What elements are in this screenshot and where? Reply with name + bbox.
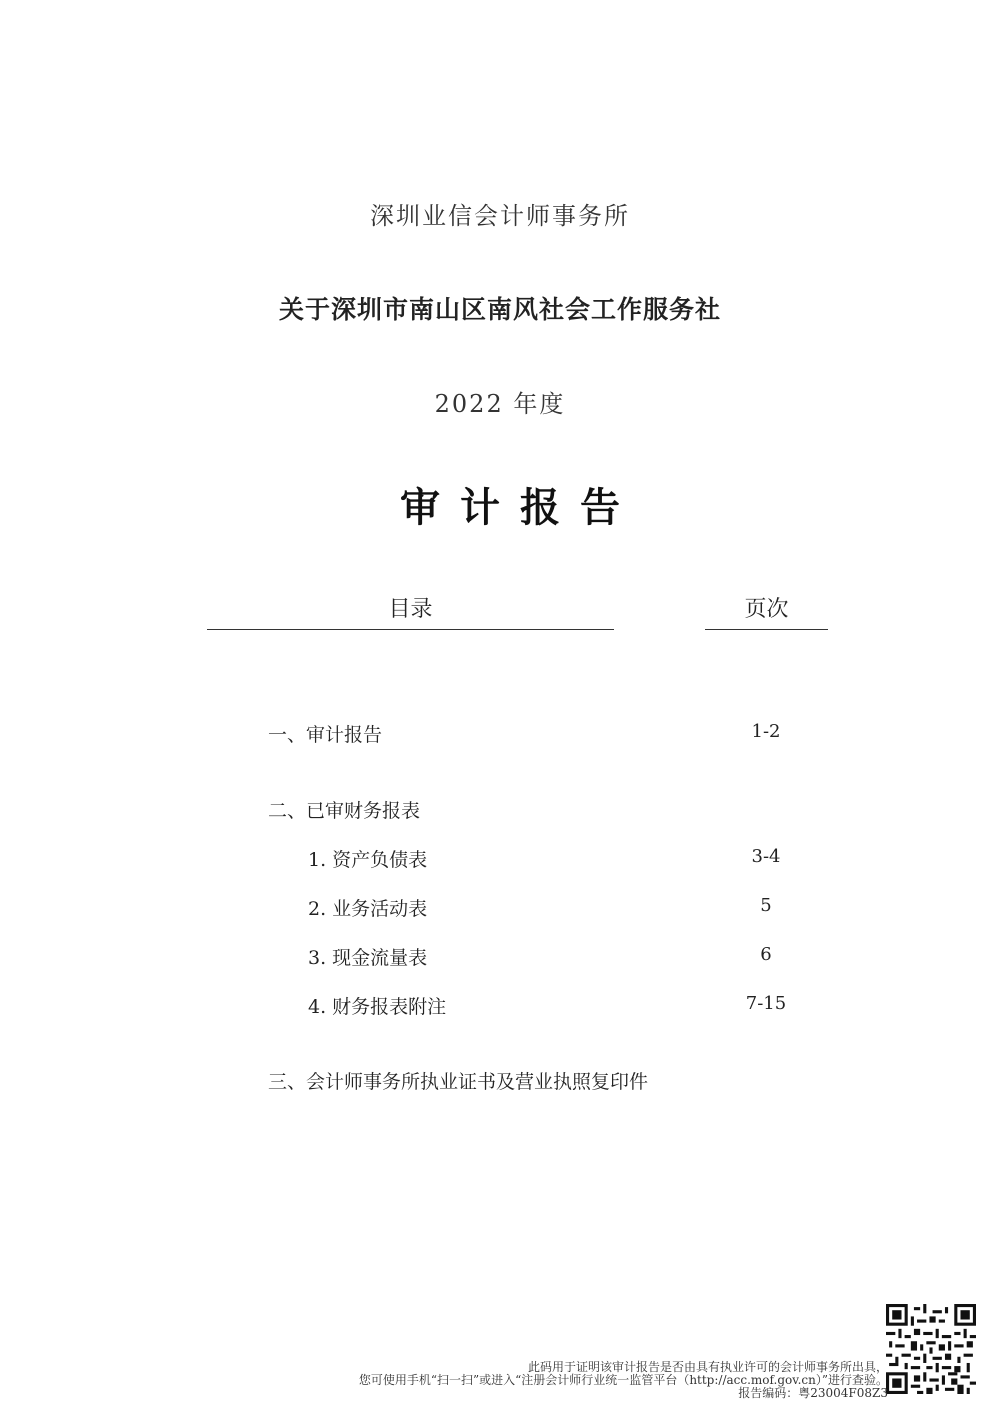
footer-verification-line1: 此码用于证明该审计报告是否由具有执业许可的会计师事务所出具， bbox=[527, 1360, 888, 1374]
toc-item-certificates: 三、会计师事务所执业证书及营业执照复印件 bbox=[268, 1071, 649, 1093]
report-title: 审计报告 bbox=[400, 484, 640, 531]
toc-item-financial-statements: 二、已审财务报表 bbox=[268, 800, 421, 822]
footer-report-code: 报告编码：粤23004F08Z3 bbox=[738, 1386, 888, 1400]
toc-page-activity-statement: 5 bbox=[760, 895, 772, 916]
toc-page-cash-flow: 6 bbox=[760, 944, 772, 965]
toc-label-header: 目录 bbox=[207, 592, 614, 630]
toc-page-audit-report: 1-2 bbox=[751, 721, 781, 742]
toc-item-audit-report: 一、审计报告 bbox=[268, 724, 383, 746]
footer-verification-line2: 您可使用手机“扫一扫”或进入“注册会计师行业统一监管平台（http://acc.mof.gov.cn）”进行查验。 bbox=[358, 1373, 888, 1387]
qr-code-icon bbox=[886, 1304, 976, 1394]
report-subject: 关于深圳市南山区南风社会工作服务社 bbox=[278, 295, 721, 324]
report-year: 2022 年度 bbox=[434, 390, 566, 418]
toc-page-header: 页次 bbox=[705, 592, 828, 630]
toc-page-balance-sheet: 3-4 bbox=[751, 846, 781, 867]
toc-item-activity-statement: 2. 业务活动表 bbox=[308, 898, 428, 920]
toc-item-notes: 4. 财务报表附注 bbox=[308, 996, 447, 1018]
toc-item-cash-flow: 3. 现金流量表 bbox=[308, 947, 428, 969]
toc-page-notes: 7-15 bbox=[745, 993, 787, 1014]
toc-item-balance-sheet: 1. 资产负债表 bbox=[308, 849, 428, 871]
firm-name: 深圳业信会计师事务所 bbox=[370, 202, 630, 230]
